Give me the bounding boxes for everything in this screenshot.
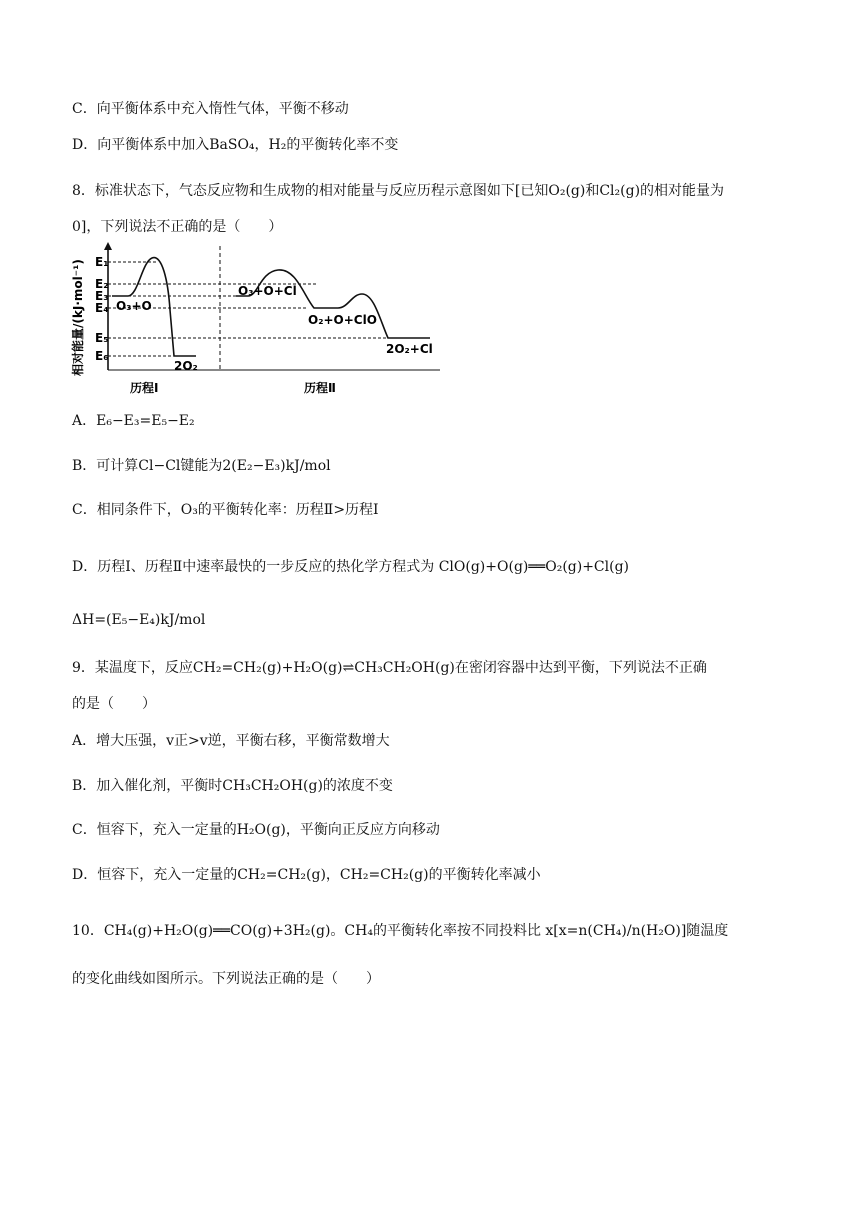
path2-label: 历程Ⅱ [304,381,336,395]
text-line-q7c: C．向平衡体系中充入惰性气体，平衡不移动 [72,101,349,117]
text-line-q9B: B．加入催化剂，平衡时CH₃CH₂OH(g)的浓度不变 [72,778,393,794]
label-e5: E₅ [95,331,109,345]
text-line-q9C: C．恒容下，充入一定量的H₂O(g)，平衡向正反应方向移动 [72,822,440,838]
y-axis-arrow [104,242,112,250]
text-line-q8a: 8．标准状态下，气态反应物和生成物的相对能量与反应历程示意图如下[已知O₂(g)和Cl₂(g)的相对能量为 [72,183,725,199]
text-line-q9a: 9．某温度下，反应CH₂=CH₂(g)+H₂O(g)⇌CH₃CH₂OH(g)在密闭容器中达到平衡，下列说法不正确 [72,660,707,676]
species-o3-o-cl: O₃+O+Cl [238,284,297,298]
species-2o2-cl: 2O₂+Cl [386,342,433,356]
text-line-q10b: 的变化曲线如图所示。下列说法正确的是（ ） [72,971,380,987]
text-line-q10a: 10．CH₄(g)+H₂O(g)══CO(g)+3H₂(g)。CH₄的平衡转化率按不同投料比 x[x=n(CH₄)/n(H₂O)]随温度 [72,923,729,939]
label-e1: E₁ [95,255,109,269]
y-axis-label: 相对能量/(kJ·mol⁻¹) [71,259,85,376]
path1-label: 历程Ⅰ [130,381,159,395]
text-line-q9D: D．恒容下，充入一定量的CH₂=CH₂(g)，CH₂=CH₂(g)的平衡转化率减小 [72,867,541,883]
label-e4: E₄ [95,301,109,315]
text-line-q7d: D．向平衡体系中加入BaSO₄，H₂的平衡转化率不变 [72,137,399,153]
label-e3: E₃ [95,289,109,303]
text-line-q8D2: ΔH=(E₅−E₄)kJ/mol [72,612,206,628]
species-o2-o-clo: O₂+O+ClO [308,313,377,327]
text-line-q9A: A．增大压强，v正>v逆，平衡右移，平衡常数增大 [72,733,390,749]
text-line-q9b: 的是（ ） [72,696,156,712]
label-e6: E₆ [95,349,109,363]
text-line-q8b: 0]，下列说法不正确的是（ ） [72,219,283,235]
text-line-q8D1: D．历程Ⅰ、历程Ⅱ中速率最快的一步反应的热化学方程式为 ClO(g)+O(g)══O₂(g)+Cl(g) [72,559,630,575]
species-2o2: 2O₂ [174,359,198,373]
label-e2: E₂ [95,277,109,291]
text-line-q8C: C．相同条件下，O₃的平衡转化率：历程Ⅱ>历程Ⅰ [72,502,379,518]
path2-curve [236,270,430,338]
species-o3-o: O₃+O [116,299,152,313]
text-line-q8A: A．E₆−E₃=E₅−E₂ [72,413,195,429]
text-line-q8B: B．可计算Cl−Cl键能为2(E₂−E₃)kJ/mol [72,458,331,474]
energy-profile-diagram [68,240,448,400]
